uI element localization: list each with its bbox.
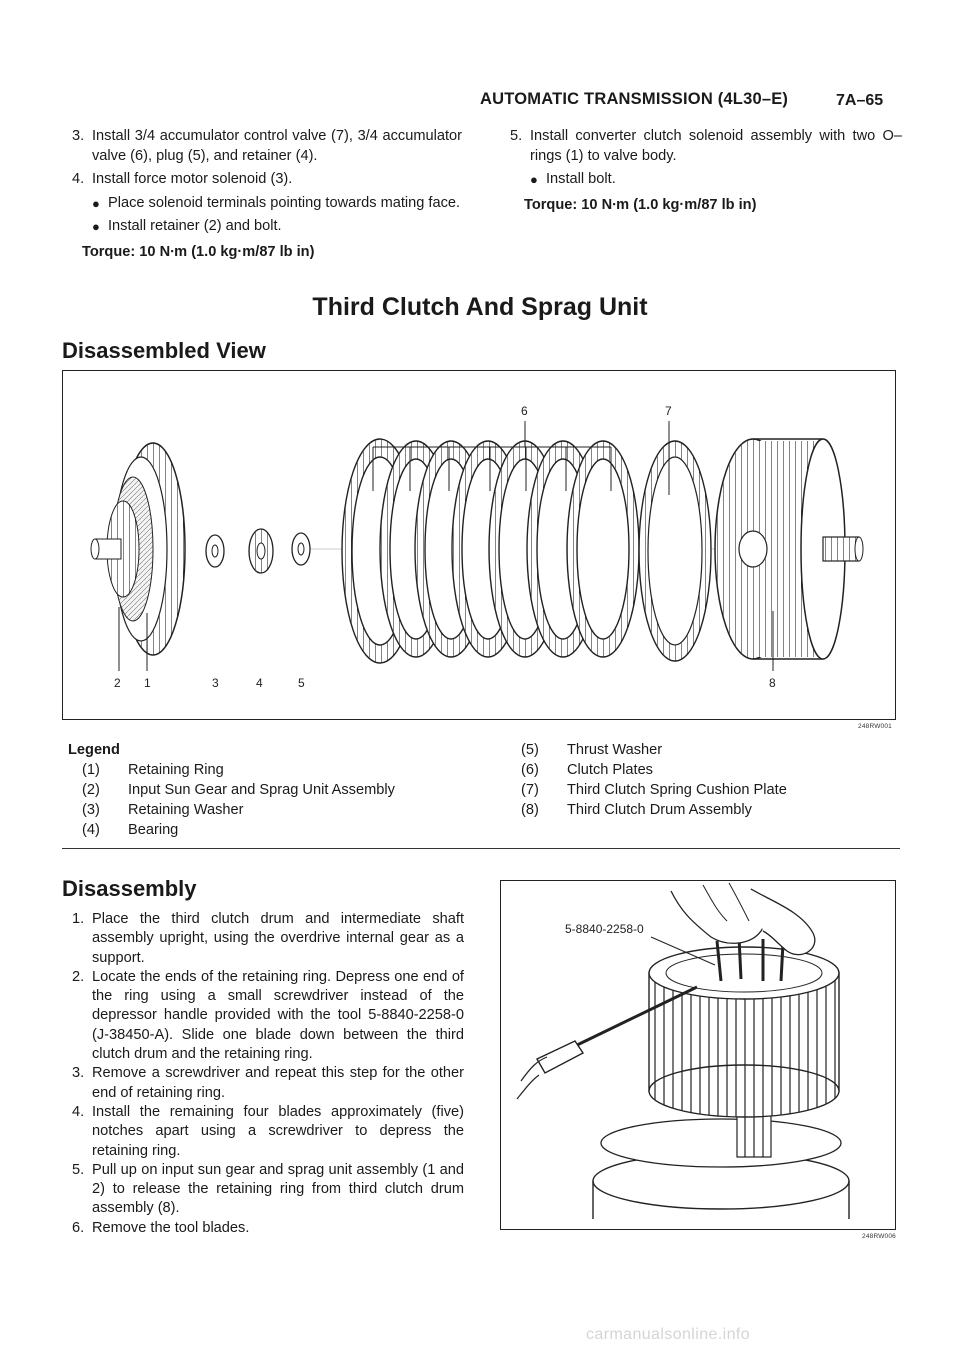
bullet-item — [92, 217, 462, 237]
bullet-text: Install retainer (2) and bolt. — [108, 218, 282, 234]
disassembly-step — [72, 1161, 464, 1219]
clutch-drum-drawing — [715, 439, 863, 659]
legend-value: Clutch Plates — [567, 762, 653, 778]
legend-key: (8) — [521, 802, 539, 818]
thrust-washer-drawing — [292, 533, 310, 565]
legend-item — [521, 800, 787, 820]
subsection-title-disassembly: Disassembly — [62, 876, 197, 901]
torque-spec: Torque: 10 N∙m (1.0 kg·m/87 lb in) — [82, 243, 315, 260]
disassembly-steps — [72, 910, 464, 1238]
legend-key: (5) — [521, 742, 539, 758]
step-number: 5. — [72, 1161, 85, 1178]
step-3 — [72, 127, 462, 166]
bullet-dot-icon: ● — [92, 219, 100, 234]
exploded-view-illustration — [63, 371, 895, 719]
legend-value: Retaining Ring — [128, 762, 224, 778]
subsection-title-disassembled-view: Disassembled View — [62, 338, 266, 363]
legend-value: Third Clutch Drum Assembly — [567, 802, 752, 818]
figure-code: 248RW001 — [858, 723, 893, 730]
legend-key: (2) — [82, 782, 100, 798]
watermark: carmanualsonline.info — [586, 1326, 751, 1343]
bearing-drawing — [249, 529, 273, 573]
running-header-title: AUTOMATIC TRANSMISSION (4L30–E) — [480, 90, 789, 108]
disassembly-step — [72, 1219, 464, 1238]
legend-item — [82, 820, 395, 840]
callout-4: 4 — [256, 676, 263, 690]
bullet-dot-icon: ● — [530, 172, 538, 187]
disassembly-tool-figure — [500, 880, 896, 1230]
callout-7: 7 — [665, 404, 672, 418]
disassembly-step — [72, 1103, 464, 1161]
callout-3: 3 — [212, 676, 219, 690]
step-text: Remove the tool blades. — [92, 1219, 250, 1236]
legend-key: (6) — [521, 762, 539, 778]
callout-8: 8 — [769, 676, 776, 690]
step-text: Install force motor solenoid (3). — [92, 171, 293, 187]
right-column — [510, 127, 902, 215]
exploded-view-figure — [62, 370, 896, 720]
step-number: 4. — [72, 1103, 85, 1120]
callout-5: 5 — [298, 676, 305, 690]
left-column — [72, 127, 462, 262]
step-number: 1. — [72, 911, 85, 927]
callout-6: 6 — [521, 404, 528, 418]
bullet-text: Place solenoid terminals pointing towards mating face. — [108, 194, 461, 211]
legend-title: Legend — [68, 742, 120, 758]
legend-value: Third Clutch Spring Cushion Plate — [567, 782, 787, 798]
step-number: 4. — [72, 171, 85, 187]
figure-code: 248RW006 — [862, 1233, 897, 1240]
legend-item — [82, 780, 395, 800]
section-title: Third Clutch And Sprag Unit — [312, 293, 648, 321]
legend-key: (4) — [82, 822, 100, 838]
legend-value: Thrust Washer — [567, 742, 663, 758]
legend-item — [521, 760, 787, 780]
step-text: Locate the ends of the retaining ring. Depress one end of the ring using a small screwdriver instead of the depressor handle provided with the tool 5-8840-2258-0 (J-38450-A). Slide one blade down between the third clutch drum and the retaining ring. — [92, 968, 464, 1063]
step-number: 5. — [510, 128, 523, 144]
step-text: Place the third clutch drum and intermediate shaft assembly upright, using the overdrive internal gear as a support. — [92, 911, 464, 966]
disassembly-step — [72, 910, 464, 968]
bullet-item — [92, 194, 462, 214]
step-4 — [72, 170, 462, 190]
legend-value: Retaining Washer — [128, 802, 244, 818]
legend-key: (1) — [82, 762, 100, 778]
callout-1: 1 — [144, 676, 151, 690]
legend-value: Input Sun Gear and Sprag Unit Assembly — [128, 782, 395, 798]
bullet-text: Install bolt. — [546, 171, 616, 187]
tool-number-label: 5-8840-2258-0 — [565, 922, 644, 936]
step-text: Install 3/4 accumulator control valve (7), 3/4 accumulator valve (6), plug (5), and retainer (4). — [92, 128, 462, 164]
step-number: 6. — [72, 1219, 85, 1236]
step-5 — [510, 127, 902, 166]
step-text: Pull up on input sun gear and sprag unit assembly (1 and 2) to release the retaining ring from third clutch drum assembly (8). — [92, 1161, 464, 1217]
retaining-washer-drawing — [206, 535, 224, 567]
step-text: Install converter clutch solenoid assembly with two O–rings (1) to valve body. — [530, 128, 902, 164]
legend-left — [68, 740, 395, 840]
legend-key: (3) — [82, 802, 100, 818]
cushion-plate-drawing — [639, 441, 711, 661]
disassembly-step — [72, 968, 464, 1064]
page-number: 7A–65 — [836, 92, 884, 109]
step-text: Remove a screwdriver and repeat this step for the other end of retaining ring. — [92, 1065, 464, 1101]
legend-right — [521, 740, 787, 820]
step-number: 3. — [72, 1065, 85, 1082]
tool-usage-illustration — [501, 881, 895, 1229]
legend-item — [82, 760, 395, 780]
step-number: 3. — [72, 128, 85, 144]
disassembly-step — [72, 1064, 464, 1103]
legend-value: Bearing — [128, 822, 179, 838]
sun-gear-sprag-drawing — [91, 443, 185, 655]
section-divider — [62, 848, 900, 849]
legend-item — [82, 800, 395, 820]
callout-2: 2 — [114, 676, 121, 690]
bullet-item — [530, 170, 902, 190]
torque-spec: Torque: 10 N∙m (1.0 kg·m/87 lb in) — [524, 196, 757, 213]
bullet-dot-icon: ● — [92, 195, 100, 211]
legend-item — [521, 740, 787, 760]
legend-key: (7) — [521, 782, 539, 798]
step-text: Install the remaining four blades approximately (five) notches apart using a screwdriver to depress the retaining ring. — [92, 1103, 464, 1159]
legend-item — [521, 780, 787, 800]
step-number: 2. — [72, 968, 85, 985]
